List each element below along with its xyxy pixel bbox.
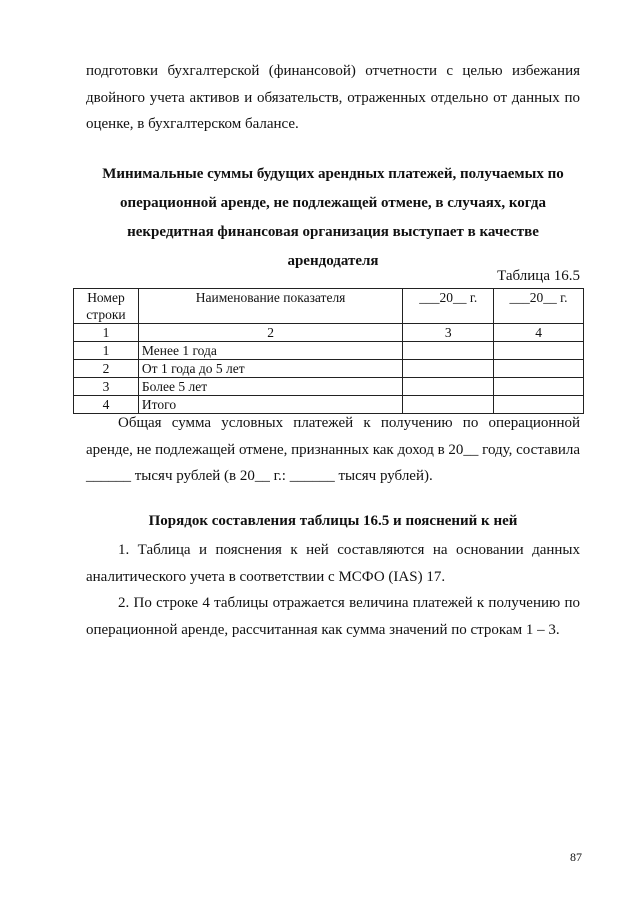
row-name: Менее 1 года xyxy=(138,342,402,360)
main-heading-line: операционной аренде, не подлежащей отмене, в случаях, когда xyxy=(120,195,546,211)
row-value-2 xyxy=(494,378,584,396)
row-name: Итого xyxy=(138,396,402,414)
data-table xyxy=(73,288,584,414)
row-value-1 xyxy=(403,360,494,378)
table-caption: Таблица 16.5 xyxy=(497,268,580,284)
row-name: Более 5 лет xyxy=(138,378,402,396)
row-value-1 xyxy=(403,378,494,396)
section-heading: Порядок составления таблицы 16.5 и пояснений к ней xyxy=(148,513,518,529)
intro-paragraph: подготовки бухгалтерской (финансовой) отчетности с целью избежания двойного учета активов и обязательств, отраженных отдельно от данных по оценке, в бухгалтерском балансе. xyxy=(86,63,580,132)
row-number: 1 xyxy=(74,342,139,360)
row-name: От 1 года до 5 лет xyxy=(138,360,402,378)
page-number: 87 xyxy=(570,850,582,864)
row-value-2 xyxy=(494,360,584,378)
point-item: 1. Таблица и пояснения к ней составляются на основании данных аналитического учета в соответствии с МСФО (IAS) 17. xyxy=(86,542,580,585)
numbering-cell: 1 xyxy=(74,324,139,342)
main-heading-line: некредитная финансовая организация выступает в качестве xyxy=(127,224,539,240)
main-heading-line: Минимальные суммы будущих арендных платежей, получаемых по xyxy=(102,166,564,182)
header-year-1: ___20__ г. xyxy=(403,289,494,324)
row-value-2 xyxy=(494,342,584,360)
numbering-cell: 4 xyxy=(494,324,584,342)
main-heading xyxy=(86,160,580,276)
table-header-row xyxy=(74,289,584,324)
table-numbering-row xyxy=(74,324,584,342)
table-row xyxy=(74,342,584,360)
numbering-cell: 3 xyxy=(403,324,494,342)
row-number: 3 xyxy=(74,378,139,396)
point-item: 2. По строке 4 таблицы отражается величина платежей к получению по операционной аренде, рассчитанная как сумма значений по строкам 1 – 3. xyxy=(86,595,580,638)
row-value-1 xyxy=(403,342,494,360)
header-year-2: ___20__ г. xyxy=(494,289,584,324)
row-number: 4 xyxy=(74,396,139,414)
header-indicator-name: Наименование показателя xyxy=(138,289,402,324)
numbering-cell: 2 xyxy=(138,324,402,342)
row-number: 2 xyxy=(74,360,139,378)
header-row-number: Номер строки xyxy=(74,289,139,324)
table-row xyxy=(74,378,584,396)
main-heading-line: арендодателя xyxy=(287,253,379,269)
after-table-paragraph-wrap xyxy=(86,410,580,490)
table-row xyxy=(74,360,584,378)
points-list xyxy=(86,537,580,643)
after-table-paragraph: Общая сумма условных платежей к получению по операционной аренде, не подлежащей отмене, признанных как доход в 20__ году, составила ______ тысяч рублей (в 20__ г.: ______ тысяч рублей). xyxy=(86,415,580,484)
